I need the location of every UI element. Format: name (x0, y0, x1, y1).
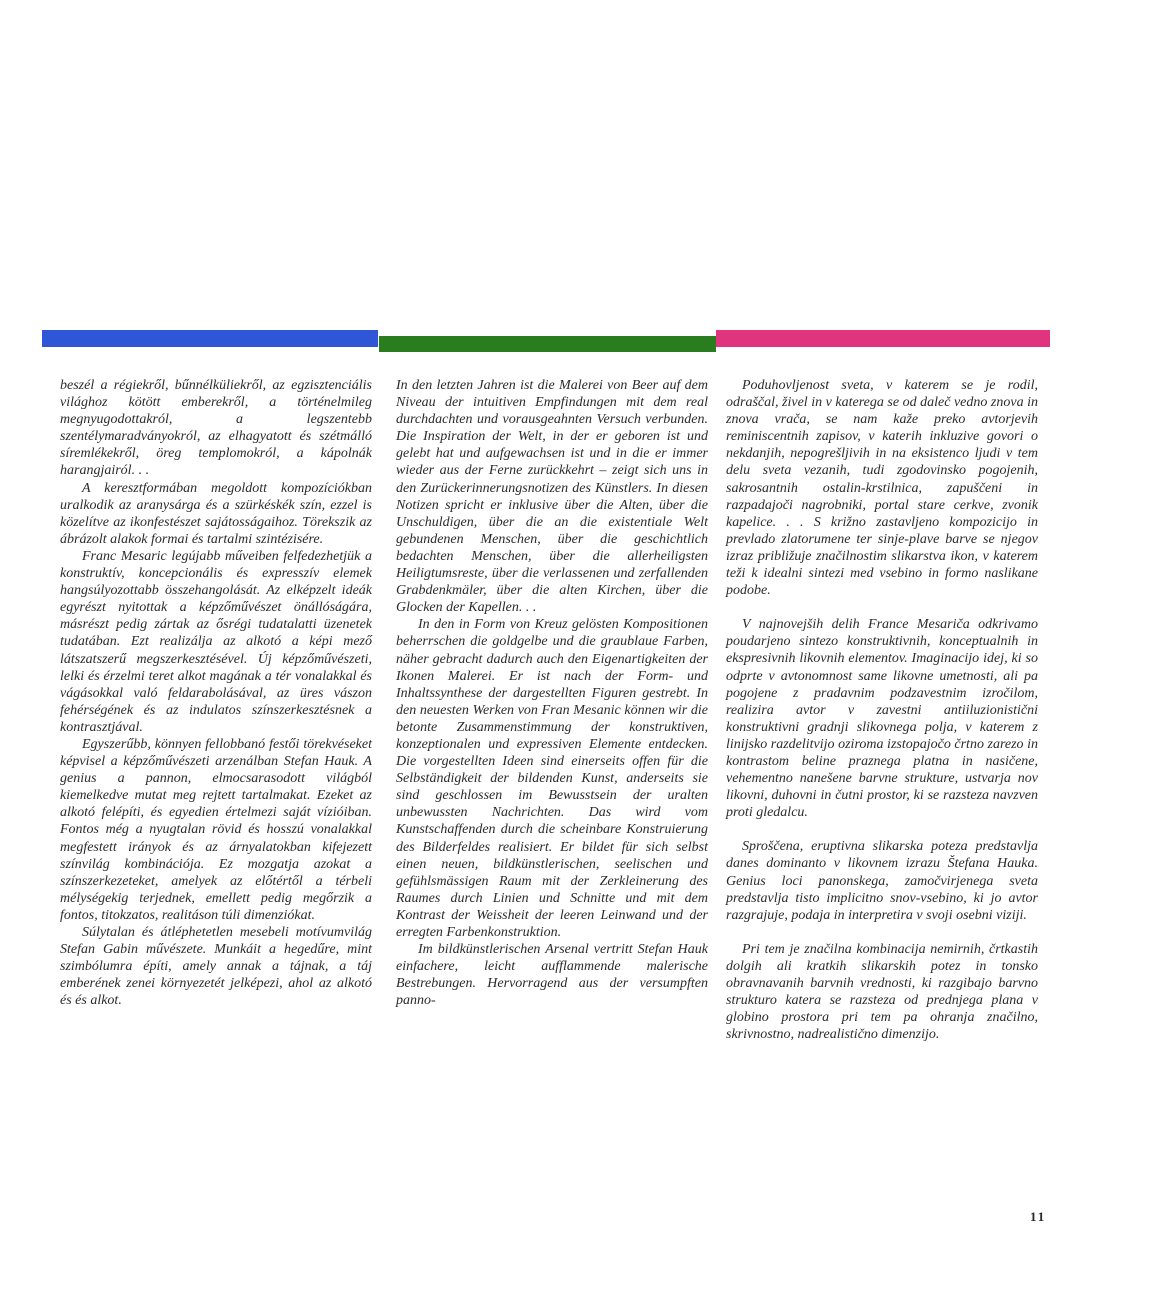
page-number: 11 (1030, 1209, 1047, 1224)
paragraph: In den letzten Jahren ist die Malerei von Beer auf dem Niveau der intuitiven Empfindungen mit dem real durchdachten und vorausgeahnten Versuch verbunden. Die Inspiration der Welt, in der er geboren ist und gelebt hat und aufgewachsen ist und in die er immer wieder aus der Ferne zurückkehrt – zeigt sich uns in den Zurückerinnerungsnotizen des Künstlers. In diesen Notizen spricht er inklusive über die Alten, über die Unschuldigen, über die an die existentiale Welt gebundenen Menschen, über die geschichtlich bedachten Menschen, über die allerheiligsten Heiligtumsreste, über die verlassenen und zerfallenden Grabdenkmäler, über die alten Kirchen, über die Glocken der Kapellen. . . (396, 378, 708, 616)
paragraph: Pri tem je značilna kombinacija nemirnih, črtkastih dolgih ali kratkih slikarskih potez in tonsko obravnavanih barvnih vrednosti, ki razgibajo barvno strukturo katera se razsteza od prednjega plana v globino prostora pri tem pa ohranja značilno, skrivnostno, nadrealistično dimenzijo. (726, 941, 1038, 1043)
color-bar-pink (716, 330, 1050, 347)
color-bar-blue (42, 330, 378, 347)
paragraph: A keresztformában megoldott kompozíciókban uralkodik az aranysárga és a szürkéskék szín, ezzel is közelítve az ikonfestészet sajátosságaihoz. Törekszik az ábrázolt alakok formai és tartalmi szintézisére. (60, 480, 372, 547)
paragraph: Sproščena, eruptivna slikarska poteza predstavlja danes dominanto v likovnem izrazu Štefana Hauka. Genius loci panonskega, zamočvirjenega sveta predstavlja tisto implicitno snov-vsebino, ki jo avtor razgrajuje, podaja in interpretira v svoji osebni viziji. (726, 839, 1038, 923)
column-german (396, 377, 708, 1009)
paragraph: Im bildkünstlerischen Arsenal vertritt Stefan Hauk einfachere, leicht aufflammende malerische Bestrebungen. Hervorragend aus der versumpften panno- (396, 942, 708, 1009)
paragraph: In den in Form von Kreuz gelösten Kompositionen beherrschen die goldgelbe und die graublaue Farben, näher gebracht dadurch auch den Eigenartigkeiten der Ikonen Malerei. Er ist nach der Form- und Inhaltssynthese der dargestellten Figuren gestrebt. In den neuesten Werken von Fran Mesanic können wir die betonte Zusammenstimmung der konstruktiven, konzeptionalen und expressiven Elemente entdecken. Die vorgestellten Ideen sind einerseits offen für die Selbständigkeit der bildenden Kunst, anderseits sie sind geschlossen im Bewusstsein der uralten unbewussten Nachrichten. Das wird vom Kunstschaffenden durch die scheinbare Konstruierung des Bilderfeldes realisiert. Er bildet für sich selbst einen neuen, bildkünstlerischen, seelischen und gefühlsmässigen Raum mit der Zerkleinerung des Raumes durch Linien und Schnitte und mit dem Kontrast der Weissheit der leeren Leinwand und der erregten Farbenkonstruktion. (396, 617, 708, 940)
paragraph: Egyszerűbb, könnyen fellobbanó festői törekvéseket képvisel a képzőművészeti arzenálban Stefan Hauk. A genius a pannon, elmocsarasodott világból kiemelkedve mutat meg rejtett tartalmakat. Ezeket az alkotó felépíti, és egyedien értelmezi saját vízióiban. Fontos még a nyugtalan rövid és hosszú vonalakkal megfestett irányok és az árnyalatokban kifejezett színvilág kombinációja. Ez mozgatja azokat a színszerkezeteket, amelyek az előtértől a térbeli mélységekig terjednek, emellett pedig megőrzik a fontos, titokzatos, realitáson túli dimenziókat. (60, 736, 372, 923)
paragraph: beszél a régiekről, bűnnélküliekről, az egzisztenciális világhoz kötött emberekről, a történelmileg megnyugodottakról, a legszentebb szentélymaradványokról, az elhagyatott és szétmálló síremlékekről, öreg templomokról, a kápolnák harangjairól. . . (60, 378, 372, 479)
column-hungarian (60, 377, 372, 1009)
paragraph: V najnovejših delih France Mesariča odkrivamo poudarjeno sintezo konstruktivnih, konceptualnih in ekspresivnih likovnih elementov. Imaginacijo idej, ki so odprte v avtonomnost same likovne umetnosti, ali pa pogojene z pradavnim podzavestnim izročilom, realizira avtor v zavestni antiiluzionistični konstruktivni gradnji slikovnega polja, v katerem z linijsko razdelitvijo oziroma izstopajočo črtno zarezo in kontrastom beline praznega platna in nasičene, vehementno nanešene barvne strukture, ustvarja nov likovni, duhovni in čutni prostor, ki se razsteza navzven proti gledalcu. (726, 617, 1038, 821)
paragraph: Poduhovljenost sveta, v katerem se je rodil, odraščal, živel in v katerega se od daleč vedno znova in znova vrača, se nam kaže preko avtorjevih reminiscentnih zapisov, v katerih inkluzive govori o nekdanjih, nepogrešljivih in na eksistenco ljudi v tem delu sveta vezanih, tudi zgodovinsko pogojenih, sakrosantnih ostalin-krstilnica, zapuščeni in razpadajoči nagrobniki, portal stare cerkve, zvonik kapelice. . . S križno zastavljeno kompozicijo in prevlado zlatorumene ter sinje-plave barve se njegov izraz približuje značilnostim slikarstva ikon, v katerem teži k idealni sintezi med vsebino in formo naslikane podobe. (726, 378, 1038, 599)
paragraph: Súlytalan és átléphetetlen mesebeli motívumvilág Stefan Gabin művészete. Munkáit a hegedűre, mint szimbólumra építi, amely annak a tájnak, a táj emberének zenei környezetét jelképezi, ahol az alkotó és és alkot. (60, 925, 372, 1009)
paragraph: Franc Mesaric legújabb műveiben felfedezhetjük a konstruktív, koncepcionális és expresszív elemek hangsúlyozottabb összehangolását. Az elképzelt ideák egyrészt nyitottak a képzőművészet önállóságára, másrészt pedig zártak az ősrégi tudatalatti üzenetek tudatában. Ezt realizálja az alkotó a képi mező látszatszerű megszerkesztésével. Új képzőművészeti, lelki és érzelmi teret alkot magának a tér vonalakkal és vágásokkal való feldarabolásával, az üres vászon fehérségének és az indulatos színszerkesztésnek a kontrasztjával. (60, 548, 372, 735)
column-slovene (726, 377, 1038, 1043)
color-bar-green (379, 336, 716, 352)
